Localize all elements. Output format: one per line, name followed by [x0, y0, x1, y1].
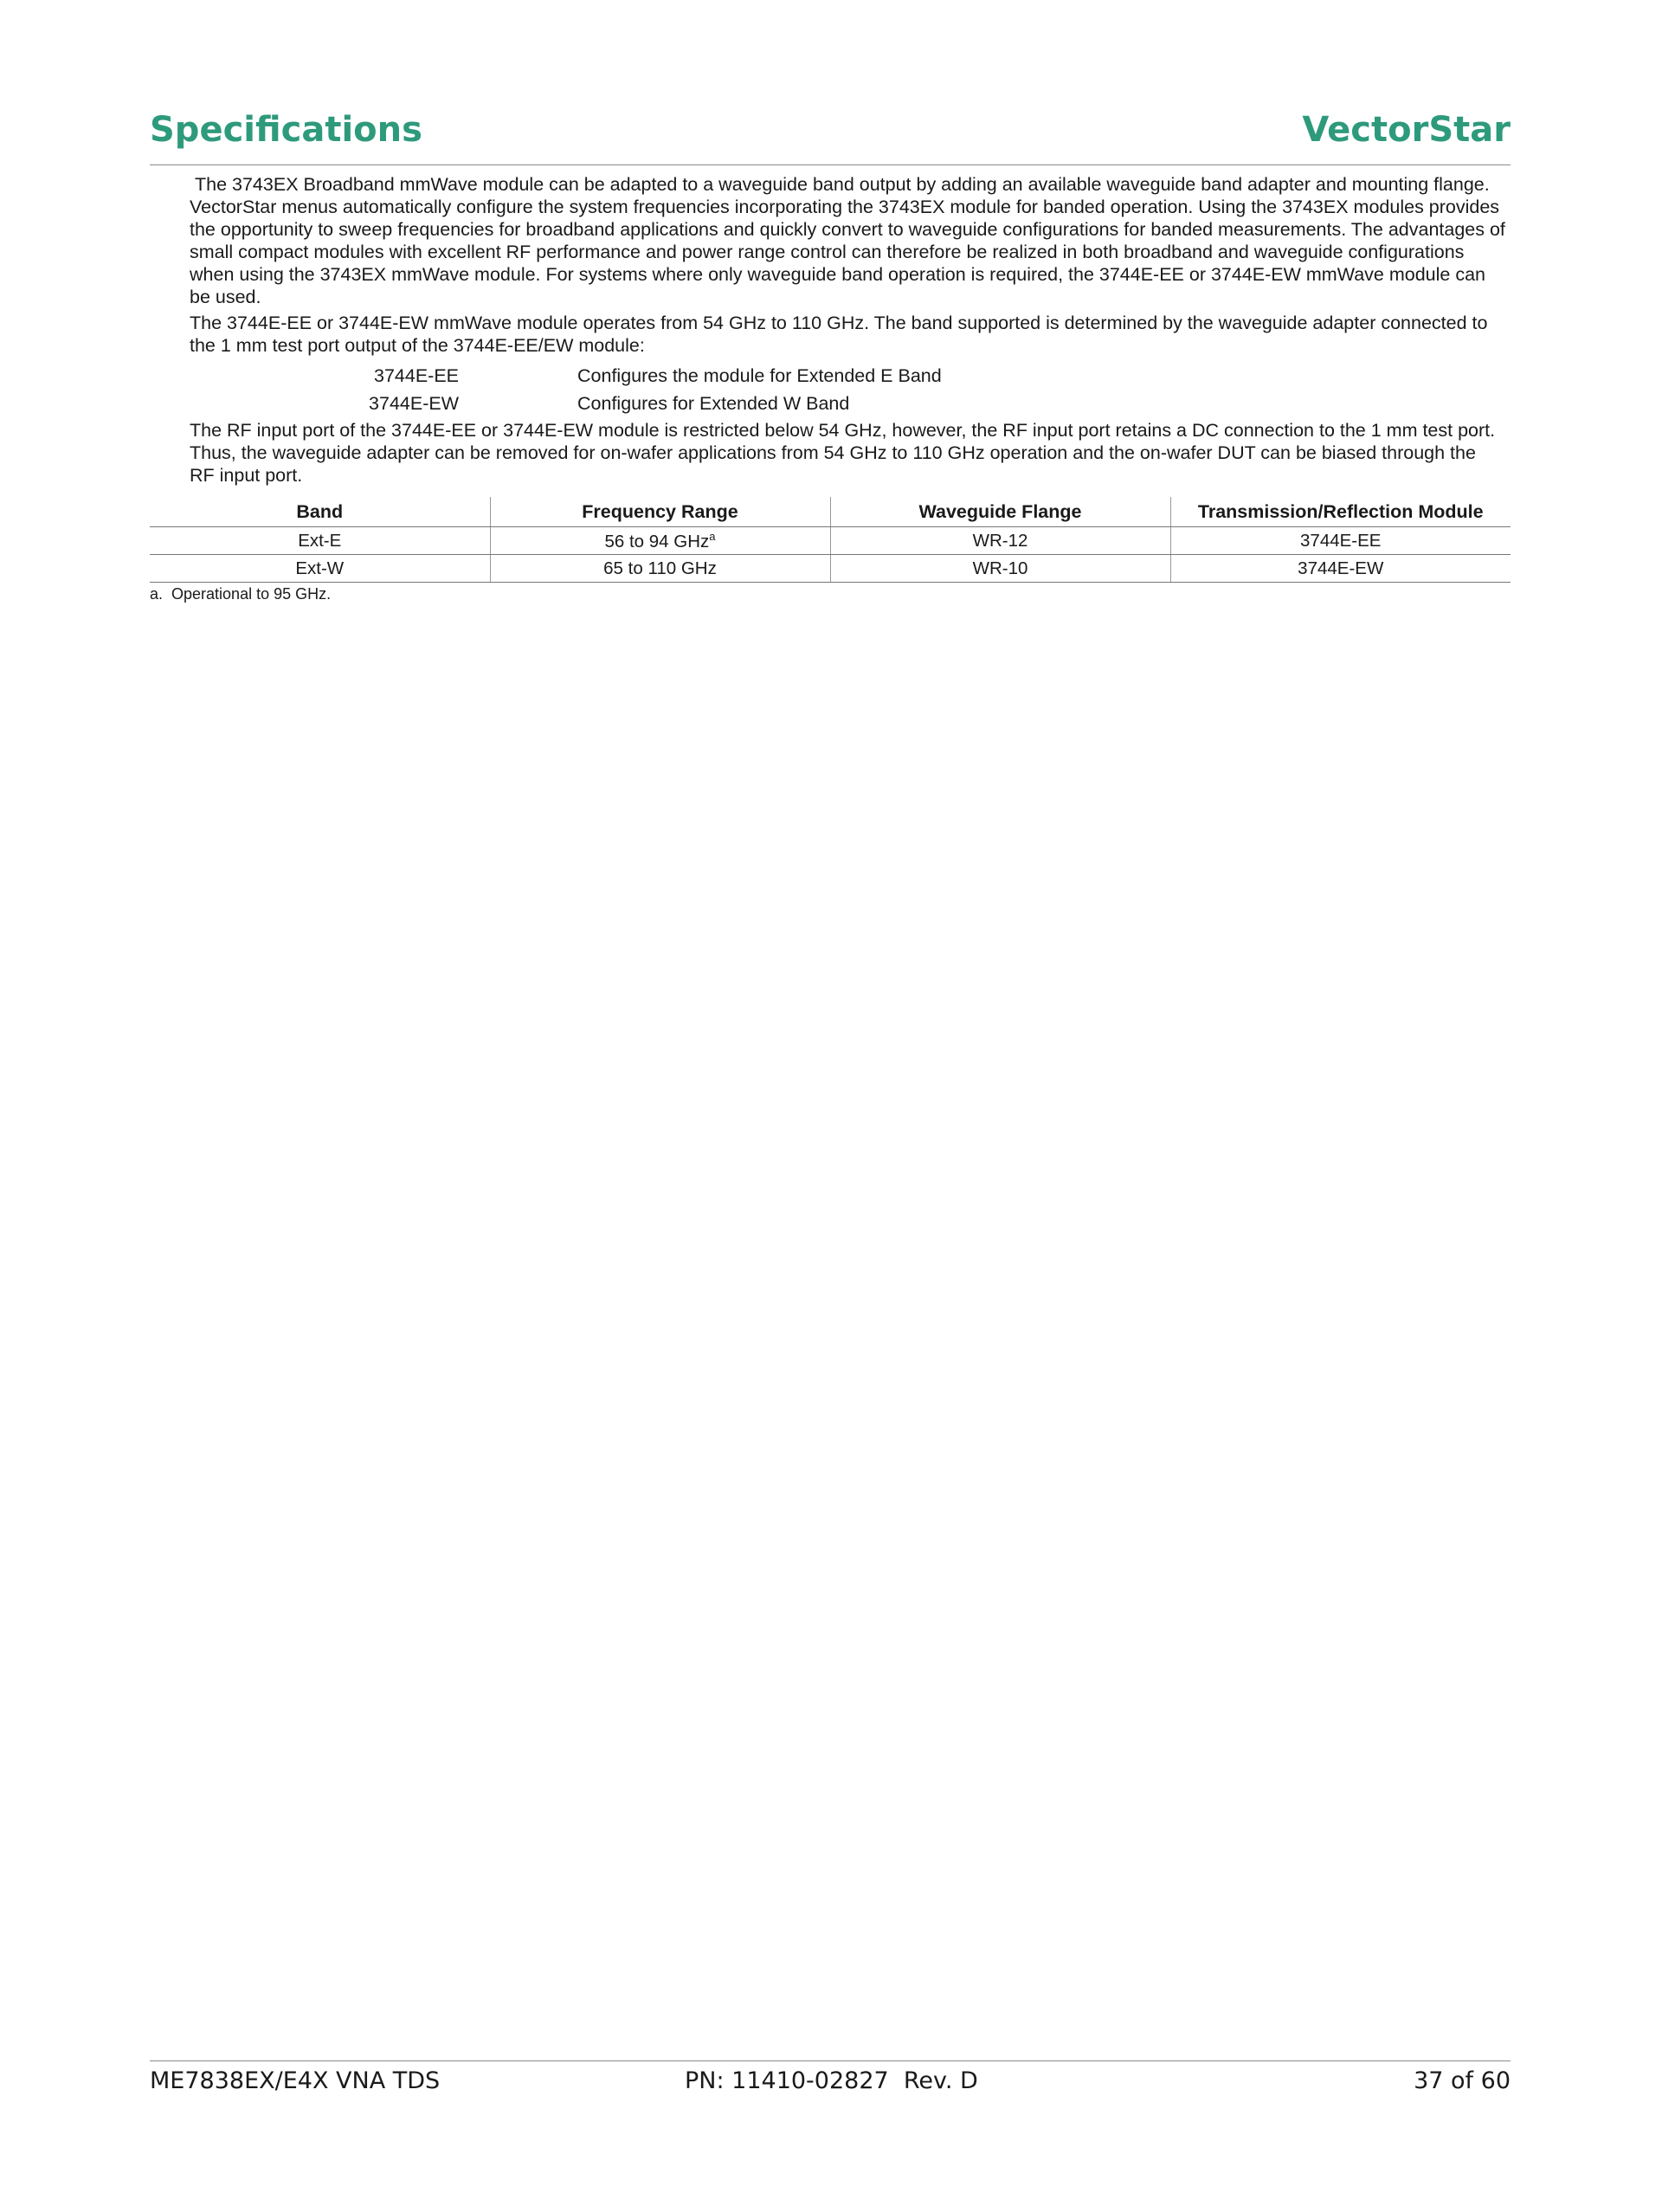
section-title: Specifications [150, 110, 422, 150]
paragraph-broadband-module: The 3743EX Broadband mmWave module can be adapted to a waveguide band output by adding an available waveguide band adapter and mounting flange. VectorStar menus automatically configure the system frequencies incorporating the 3743EX module for banded operation. Using the 3743EX modules provides the opportunity to sweep frequencies for broadband applications and quickly convert to waveguide configurations for banded measurements. The advantages of small compact modules with excellent RF performance and power range control can therefore be realized in both broadband and waveguide configurations when using the 3743EX mmWave module. For systems where only waveguide band operation is required, the 3744E-EE or 3744E-EW mmWave module can be used. [190, 174, 1505, 307]
cell-module: 3744E-EE [1170, 527, 1511, 555]
table-row [150, 555, 1511, 583]
product-name: VectorStar [1302, 110, 1511, 150]
footer-rule [150, 2060, 1511, 2061]
definition-description: Configures the module for Extended E Band [577, 365, 942, 386]
page-number: 37 of 60 [1414, 2067, 1511, 2094]
paragraph-operating-range: The 3744E-EE or 3744E-EW mmWave module operates from 54 GHz to 110 GHz. The band supported is determined by the waveguide adapter connected to the 1 mm test port output of the 3744E-EE/EW module: [190, 313, 1488, 356]
waveguide-band-table [150, 497, 1511, 583]
column-header-frequency-range: Frequency Range [490, 497, 830, 527]
page-footer [150, 2064, 1511, 2099]
column-header-band: Band [150, 497, 490, 527]
header-rule [150, 164, 1511, 165]
page-header [150, 102, 1511, 163]
cell-flange: WR-12 [830, 527, 1170, 555]
footnote-reference: a [709, 529, 716, 543]
frequency-value: 56 to 94 GHz [604, 531, 710, 551]
part-number: PN: 11410-02827 Rev. D [685, 2067, 978, 2094]
cell-band: Ext-W [150, 555, 490, 583]
footnote-mark: a. [150, 585, 164, 603]
cell-frequency-range [490, 527, 830, 555]
column-header-module: Transmission/Reflection Module [1170, 497, 1511, 527]
cell-flange: WR-10 [830, 555, 1170, 583]
definition-row [346, 390, 1125, 417]
table-header-row [150, 497, 1511, 527]
table-row [150, 527, 1511, 555]
document-title: ME7838EX/E4X VNA TDS [150, 2067, 441, 2094]
module-definition-list [346, 362, 1125, 417]
cell-frequency-range [490, 555, 830, 583]
definition-description: Configures for Extended W Band [577, 393, 850, 414]
cell-module: 3744E-EW [1170, 555, 1511, 583]
cell-band: Ext-E [150, 527, 490, 555]
definition-row [346, 362, 1125, 390]
frequency-value: 65 to 110 GHz [603, 558, 717, 578]
definition-term: 3744E-EE [373, 365, 459, 386]
column-header-waveguide-flange: Waveguide Flange [830, 497, 1170, 527]
paragraph-rf-input-port: The RF input port of the 3744E-EE or 3744E-EW module is restricted below 54 GHz, however, the RF input port retains a DC connection to the 1 mm test port. Thus, the waveguide adapter can be removed for on-wafer applications from 54 GHz to 110 GHz operation and the on-wafer DUT can be biased through the RF input port. [190, 420, 1496, 486]
table-footnote [150, 584, 331, 604]
definition-term: 3744E-EW [369, 393, 459, 414]
footnote-text: Operational to 95 GHz. [171, 585, 332, 603]
